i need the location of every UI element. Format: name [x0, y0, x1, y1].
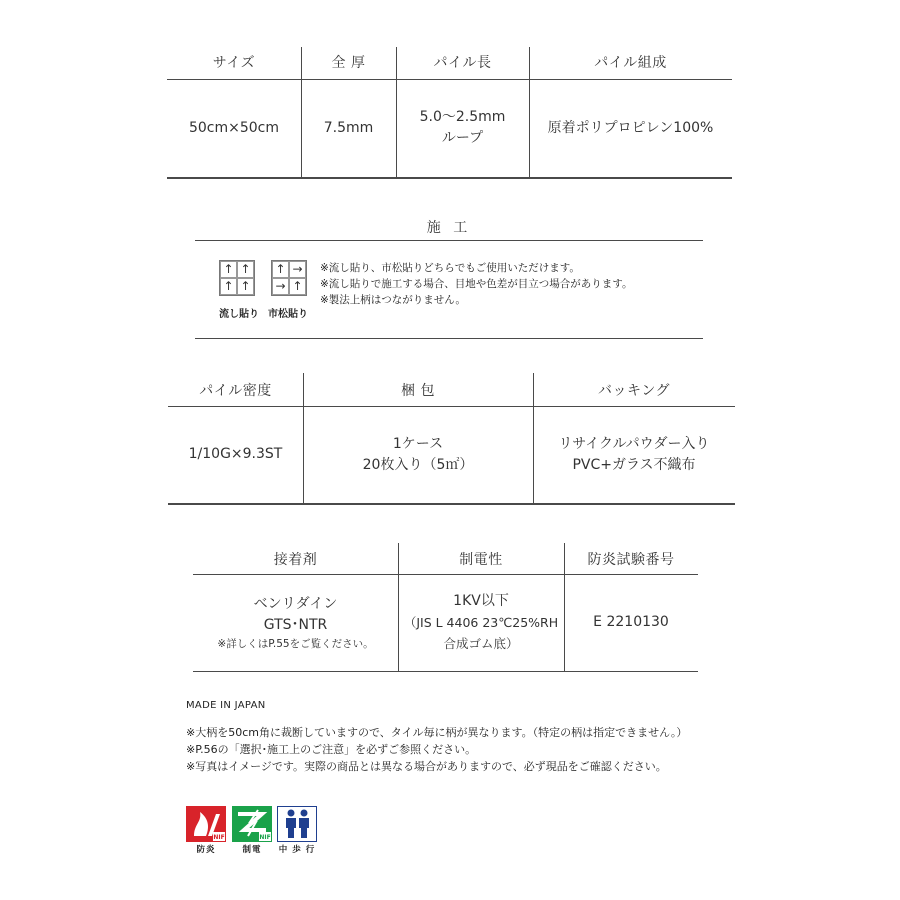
construction-note-2: ※流し貼りで施工する場合、目地や色差が目立つ場合があります。: [320, 278, 633, 290]
header-size: サイズ: [212, 55, 256, 71]
checker-layout-diagram: [271, 260, 307, 296]
header-pile-density: パイル密度: [199, 382, 272, 399]
flame-retardant-icon: [186, 806, 226, 842]
value-backing: [533, 406, 735, 503]
arrow-right-icon: →: [272, 278, 289, 295]
header-pile-composition: パイル組成: [594, 55, 667, 71]
medium-walking-label: 中 歩 行: [278, 845, 316, 855]
flame-retardant-label: 防炎: [196, 845, 216, 855]
svg-text:NIF: NIF: [259, 834, 271, 841]
arrow-up-icon: ↑: [220, 261, 237, 278]
value-pile-composition: 原着ポリプロピレン100%: [547, 119, 714, 136]
pile-length-line-2: ループ: [441, 130, 484, 146]
made-in-label: MADE IN JAPAN: [186, 700, 266, 711]
antistatic-line-2: （JIS L 4406 23℃25%RH: [403, 615, 559, 630]
backing-line-1: リサイクルパウダー入り: [558, 435, 710, 452]
footer-note-3: ※写真はイメージです。実際の商品とは異なる場合がありますので、必ず現品をご確認ください。: [186, 760, 667, 773]
value-pile-density: 1/10G×9.3ST: [188, 446, 283, 462]
adhesive-line-2: GTS･NTR: [263, 616, 328, 633]
footer-note-1: ※大柄を50cm角に裁断していますので、タイル毎に柄が異なります。（特定の柄は指定できません。）: [186, 726, 688, 739]
antistatic-icon: [232, 806, 272, 842]
header-fire-test-number: 防炎試験番号: [587, 551, 675, 568]
straight-layout-diagram: [219, 260, 255, 296]
arrow-up-icon: ↑: [237, 261, 254, 278]
arrow-up-icon: ↑: [237, 278, 254, 295]
header-packing: 梱 包: [401, 382, 435, 399]
header-thickness: 全 厚: [331, 55, 366, 71]
footer-note-2: ※P.56の「選択･施工上のご注意」を必ずご参照ください。: [186, 743, 477, 756]
arrow-up-icon: ↑: [289, 278, 306, 295]
flame-retardant-badge: [186, 806, 226, 855]
construction-section: [195, 205, 703, 340]
header-backing: バッキング: [597, 382, 671, 399]
value-size: 50cm×50cm: [188, 119, 280, 136]
packing-line-2: 20枚入り（5㎡）: [362, 456, 474, 473]
svg-text:NIF: NIF: [213, 834, 225, 841]
value-packing: [303, 406, 533, 503]
construction-title: 施 工: [426, 220, 472, 236]
adhesive-line-1: ベンリダイン: [253, 595, 338, 612]
value-pile-length: [396, 79, 529, 177]
arrow-up-icon: ↑: [272, 261, 289, 278]
antistatic-label: 制電: [242, 845, 262, 855]
value-antistatic: [398, 574, 564, 671]
spec-table-3: [193, 543, 698, 674]
value-thickness: 7.5mm: [323, 119, 374, 136]
header-antistatic: 制電性: [459, 551, 503, 568]
backing-line-2: PVC+ガラス不織布: [572, 456, 696, 473]
spec-table-1: [167, 45, 732, 180]
construction-note-1: ※流し貼り、市松貼りどちらでもご使用いただけます。: [320, 262, 580, 274]
adhesive-note: ※詳しくはP.55をご覧ください。: [217, 637, 374, 650]
checker-layout-label: 市松貼り: [268, 309, 308, 320]
arrow-up-icon: ↑: [220, 278, 237, 295]
construction-note-3: ※製法上柄はつながりません。: [320, 294, 466, 306]
value-adhesive: [193, 574, 398, 671]
arrow-right-icon: →: [289, 261, 306, 278]
spec-table-2: [168, 373, 735, 506]
straight-layout-label: 流し貼り: [219, 309, 259, 320]
antistatic-badge: [232, 806, 272, 855]
medium-walking-badge: [277, 806, 317, 855]
antistatic-line-1: 1KV以下: [453, 593, 509, 609]
pile-length-line-1: 5.0〜2.5mm: [419, 109, 506, 125]
packing-line-1: 1ケース: [392, 435, 444, 452]
medium-walking-icon: [277, 806, 317, 842]
antistatic-line-3: 合成ゴム底）: [443, 636, 519, 651]
header-pile-length: パイル長: [433, 55, 492, 71]
header-adhesive: 接着剤: [273, 551, 318, 568]
value-fire-test-number: E 2210130: [593, 614, 669, 630]
